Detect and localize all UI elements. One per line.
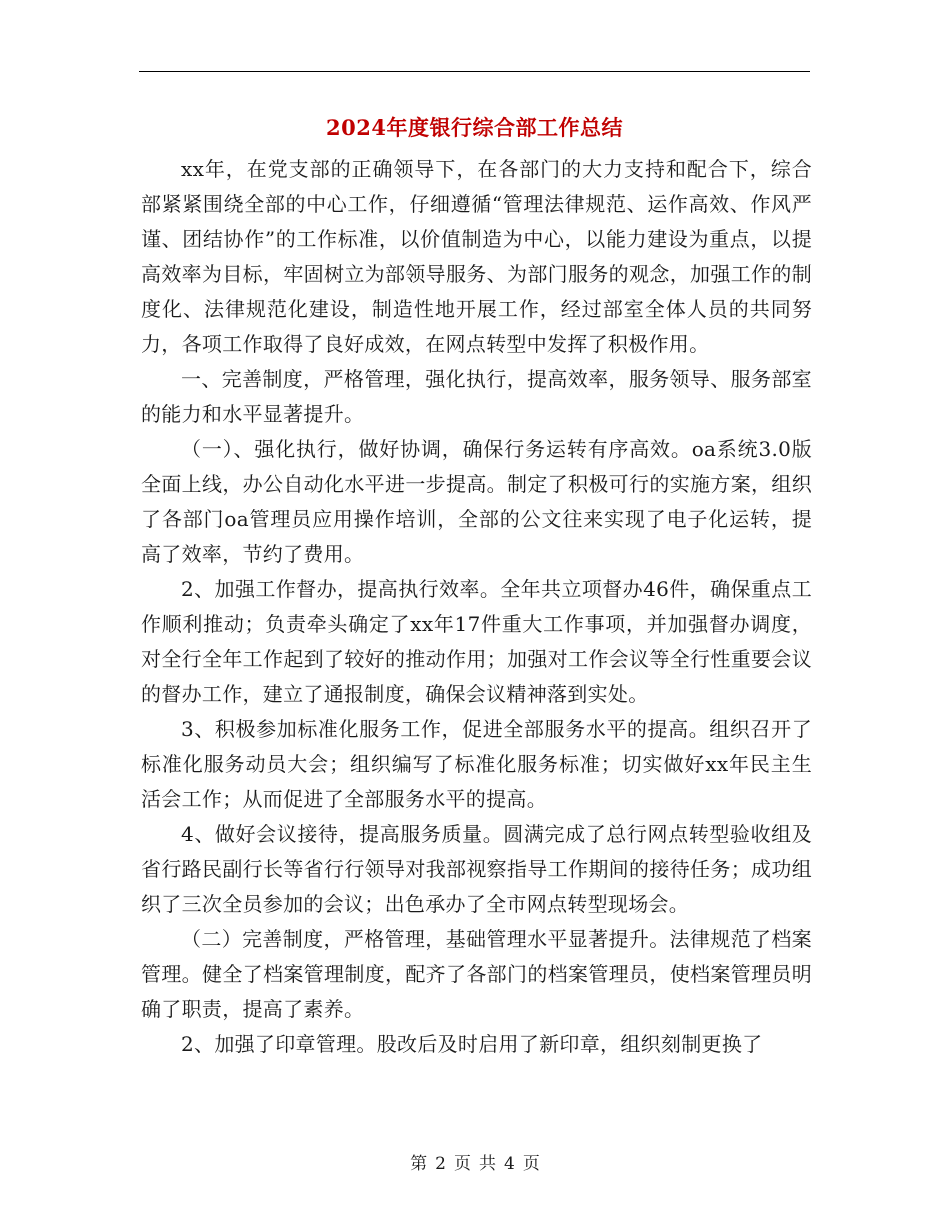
- header-rule: [139, 71, 810, 72]
- footer-current-page: 2: [435, 1154, 446, 1174]
- paragraph-subsection-1: （一）、强化执行，做好协调，确保行务运转有序高效。oa系统3.0版全面上线，办公自动化水平进一步提高。制定了积极可行的实施方案，组织了各部门oa管理员应用操作培训，全部的公文往来实现了电子化运转，提高了效率，节约了费用。: [141, 437, 812, 566]
- page-footer: [0, 1152, 950, 1176]
- paragraph-subsection-2: （二）完善制度，严格管理，基础管理水平显著提升。法律规范了档案管理。健全了档案管理制度，配齐了各部门的档案管理员，使档案管理员明确了职责，提高了素养。: [141, 927, 812, 1021]
- document-title: 2024年度银行综合部工作总结: [326, 115, 623, 140]
- paragraph-item-3: 3、积极参加标准化服务工作，促进全部服务水平的提高。组织召开了标准化服务动员大会；组织编写了标准化服务标准；切实做好xx年民主生活会工作；从而促进了全部服务水平的提高。: [141, 717, 812, 811]
- paragraph-item-2b: 2、加强了印章管理。股改后及时启用了新印章，组织刻制更换了: [181, 1032, 763, 1056]
- paragraph-item-4: 4、做好会议接待，提高服务质量。圆满完成了总行网点转型验收组及省行路民副行长等省行行领导对我部视察指导工作期间的接待任务；成功组织了三次全员参加的会议；出色承办了全市网点转型现场会。: [141, 822, 812, 916]
- footer-page-word: 页: [454, 1154, 471, 1174]
- footer-suffix: 页: [522, 1154, 540, 1174]
- paragraph-section-1: 一、完善制度，严格管理，强化执行，提高效率，服务领导、服务部室的能力和水平显著提升。: [141, 367, 812, 426]
- document-body: [141, 152, 812, 1062]
- footer-total-word: 共: [479, 1154, 496, 1174]
- footer-total-pages: 4: [504, 1154, 515, 1174]
- paragraph-intro: xx年，在党支部的正确领导下，在各部门的大力支持和配合下，综合部紧紧围绕全部的中心工作，仔细遵循“管理法律规范、运作高效、作风严谨、团结协作”的工作标准，以价值制造为中心，以能力建设为重点，以提高效率为目标，牢固树立为部领导服务、为部门服务的观念，加强工作的制度化、法律规范化建设，制造性地开展工作，经过部室全体人员的共同努力，各项工作取得了良好成效，在网点转型中发挥了积极作用。: [141, 157, 812, 356]
- footer-prefix: 第: [410, 1154, 428, 1174]
- paragraph-item-2: 2、加强工作督办，提高执行效率。全年共立项督办46件，确保重点工作顺利推动；负责牵头确定了xx年17件重大工作事项，并加强督办调度，对全行全年工作起到了较好的推动作用；加强对工作会议等全行性重要会议的督办工作，建立了通报制度，确保会议精神落到实处。: [141, 577, 812, 706]
